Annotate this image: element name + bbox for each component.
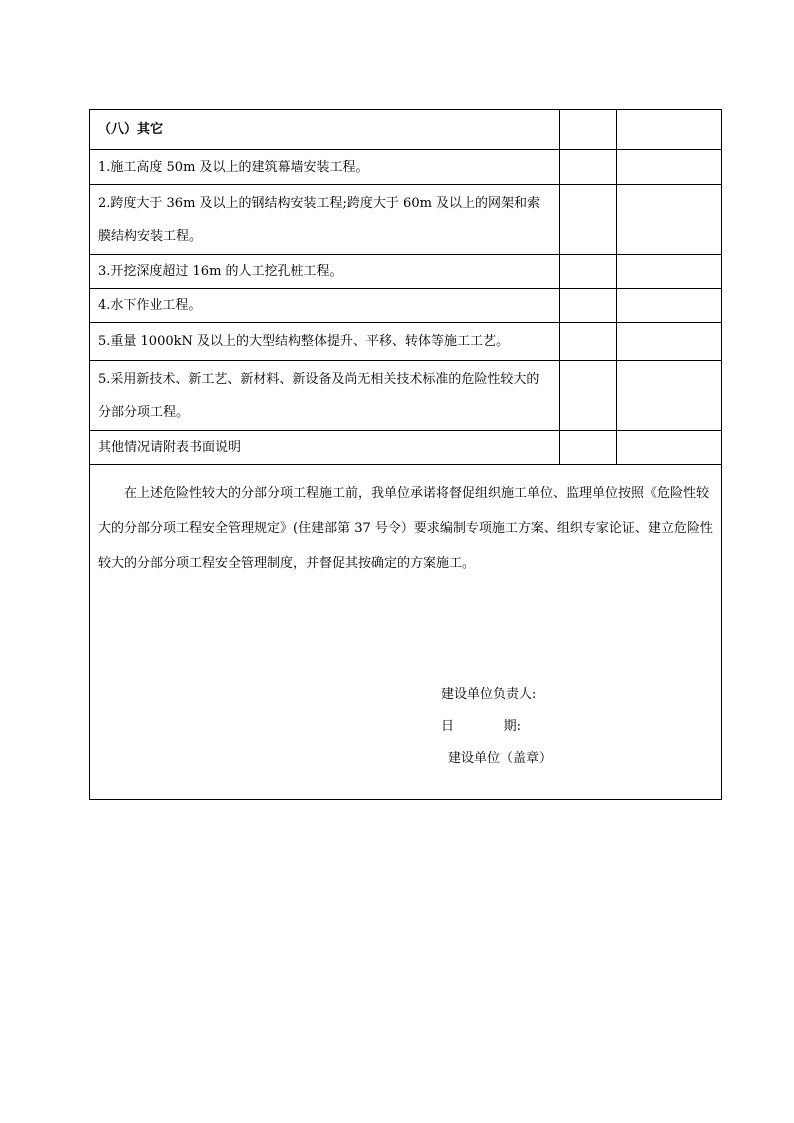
date-label: 日 期: (441, 719, 521, 734)
remark-cell[interactable] (617, 323, 722, 361)
remark-cell[interactable] (617, 150, 722, 185)
remark-cell[interactable] (617, 289, 722, 323)
table-row (90, 431, 722, 465)
list-item: 3.开挖深度超过 16m 的人工挖孔桩工程。 (90, 255, 560, 289)
seal-label: 建设单位（盖章） (448, 751, 553, 766)
check-cell[interactable] (560, 361, 617, 431)
hazard-project-table (89, 109, 722, 800)
check-cell[interactable] (560, 185, 617, 255)
table-row (90, 185, 722, 255)
other-note: 其他情况请附表书面说明 (90, 431, 560, 465)
list-item: 5.重量 1000kN 及以上的大型结构整体提升、平移、转体等施工工艺。 (90, 323, 560, 361)
check-cell[interactable] (560, 255, 617, 289)
pledge-text: 在上述危险性较大的分部分项工程施工前，我单位承诺将督促组织施工单位、监理单位按照《危险性较大的分部分项工程安全管理规定》(住建部第 37 号令）要求编制专项施工方案、组织专家论证、建立危险性较大的分部分项工程安全管理制度，并督促其按确定的方案施工。 (98, 486, 713, 571)
list-item: 5.采用新技术、新工艺、新材料、新设备及尚无相关技术标准的危险性较大的分部分项工程。 (90, 361, 560, 431)
check-cell[interactable] (560, 323, 617, 361)
remark-cell[interactable] (617, 361, 722, 431)
responsible-person-label: 建设单位负责人: (441, 687, 537, 702)
remark-cell[interactable] (617, 255, 722, 289)
table-row (90, 150, 722, 185)
list-item: 1.施工高度 50m 及以上的建筑幕墙安装工程。 (90, 150, 560, 185)
remark-cell[interactable] (617, 110, 722, 150)
check-cell[interactable] (560, 289, 617, 323)
table-row (90, 255, 722, 289)
pledge-cell (90, 465, 722, 800)
section-heading: （八）其它 (90, 110, 560, 150)
list-item: 2.跨度大于 36m 及以上的钢结构安装工程;跨度大于 60m 及以上的网架和索膜结构安装工程。 (90, 185, 560, 255)
table-row (90, 323, 722, 361)
remark-cell[interactable] (617, 431, 722, 465)
check-cell[interactable] (560, 150, 617, 185)
remark-cell[interactable] (617, 185, 722, 255)
check-cell[interactable] (560, 431, 617, 465)
table-row (90, 361, 722, 431)
list-item: 4.水下作业工程。 (90, 289, 560, 323)
table-row (90, 110, 722, 150)
table-row (90, 289, 722, 323)
pledge-row (90, 465, 722, 800)
check-cell[interactable] (560, 110, 617, 150)
